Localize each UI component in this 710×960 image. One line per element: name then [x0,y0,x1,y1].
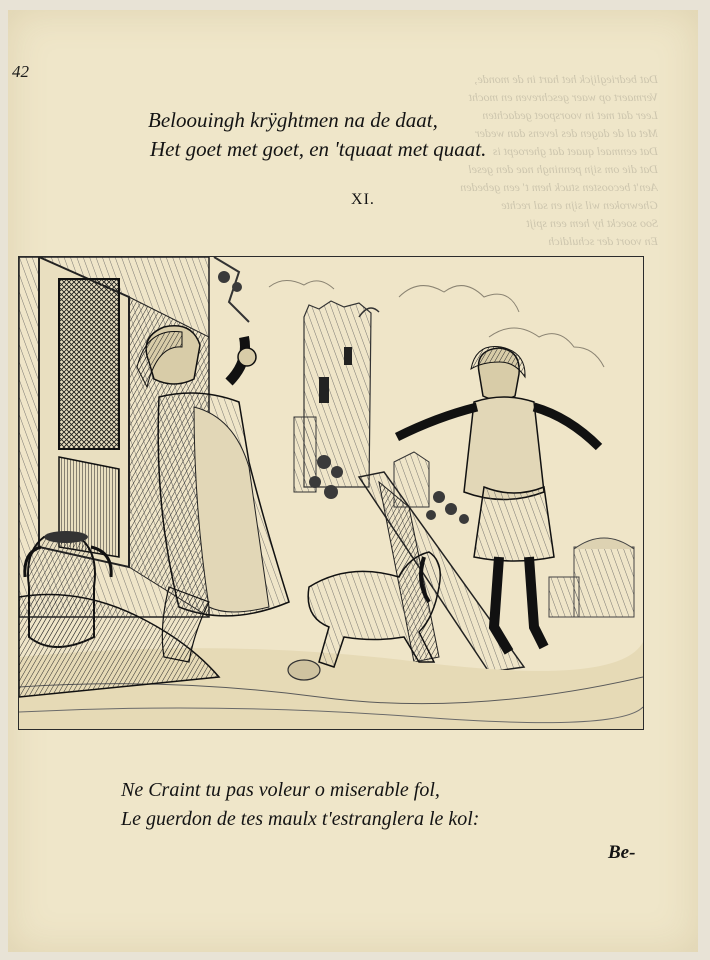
dutch-verse-line-1: Beloouingh krÿghtmen na de daat, [148,108,438,132]
french-verse [121,776,601,834]
show-through-text: Dat bedrieglijck het hart in de monde, Vermaert op waer geschreven en mocht Leer dat met in voorspoet gedachten Met al de dagen des levens dan weder Dat eenmael quaet dat gheroept is Dat die om sijn penningh nae den gesel Aen't becoosten stuck hem t' een gebeden Ghewroken wil sijn en sal rechte Soo soeckt hy hem een spijt En voort der schuldich [460,72,658,248]
engraving-illustration [19,257,643,729]
french-verse-line-2: Le guerdon de tes maulx t'estranglera le kol: [121,808,480,830]
emblem-number: XI. [351,191,375,208]
catchword: Be- [608,842,636,863]
dutch-verse [148,106,618,164]
page-number: 42 [12,62,29,81]
french-verse-line-1: Ne Craint tu pas voleur o miserable fol, [121,779,440,801]
engraving-plate [18,256,644,730]
book-page [8,10,698,952]
dutch-verse-line-2: Het goet met goet, en 'tquaat met quaat. [150,137,487,161]
ruined-tower [294,301,379,492]
